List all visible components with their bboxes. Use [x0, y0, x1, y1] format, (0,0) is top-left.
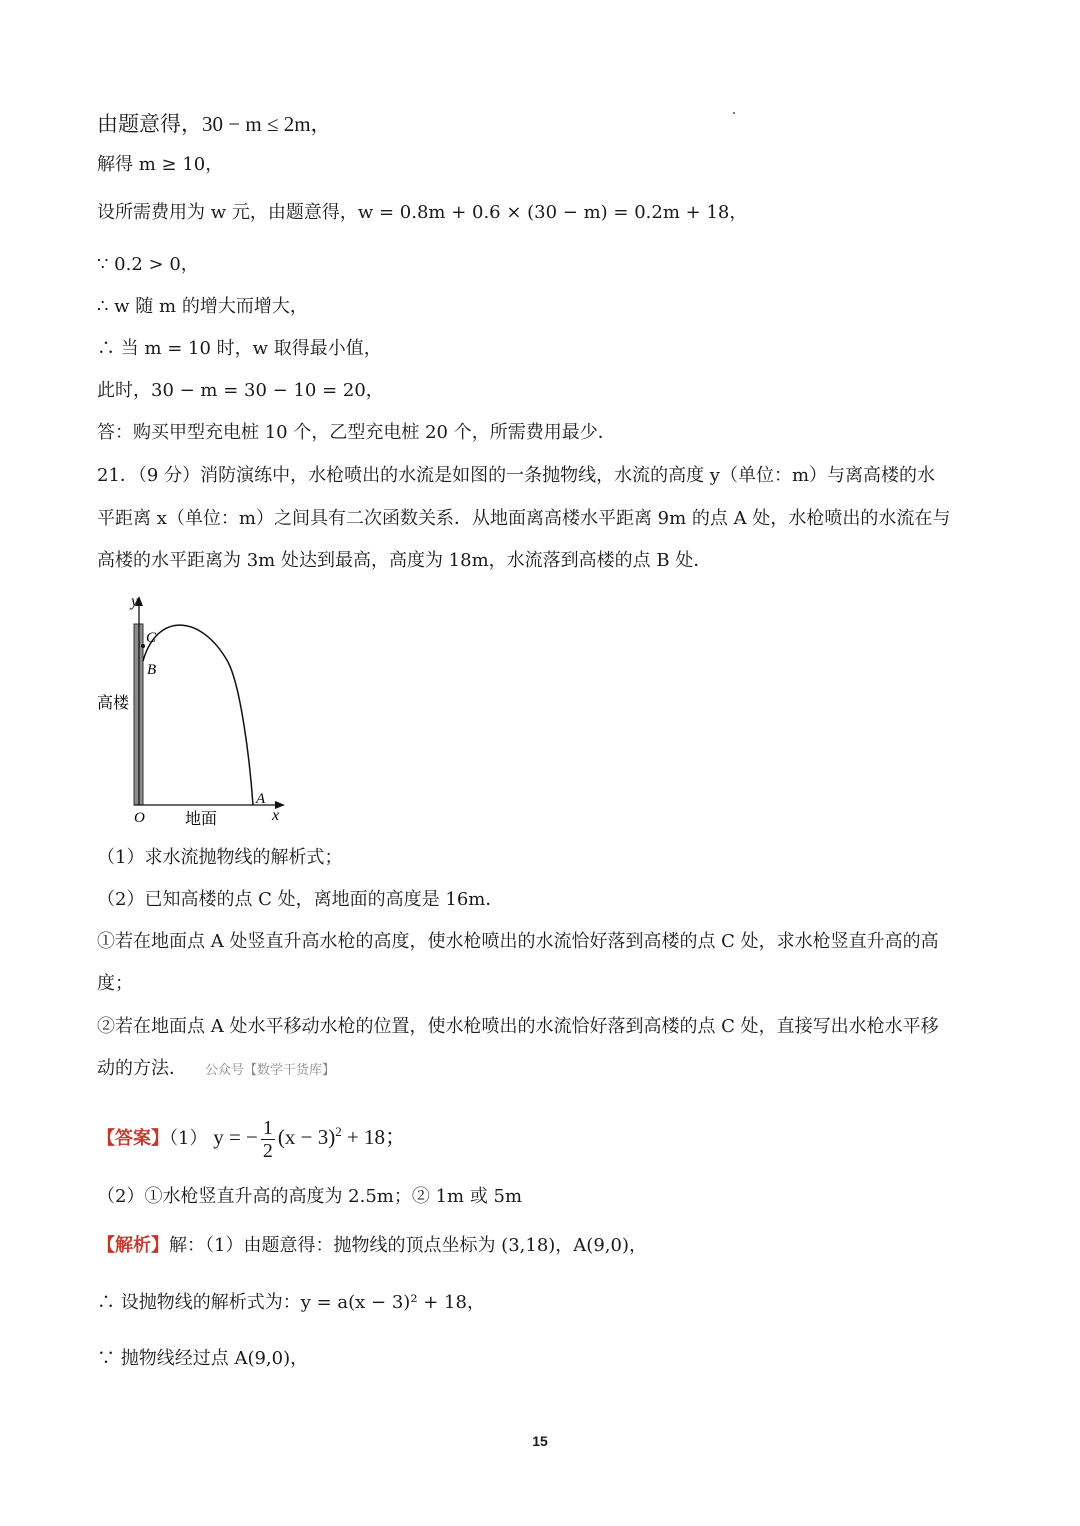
- sub-question-2a-line: ①若在地面点 A 处竖直升高水枪的高度，使水枪喷出的水流恰好落到高楼的点 C 处，求水枪竖直升高的高: [97, 931, 939, 952]
- question-21-line: 高楼的水平距离为 3m 处达到最高，高度为 18m，水流落到高楼的点 B 处．: [97, 550, 712, 571]
- y-axis-label: y: [131, 593, 139, 610]
- point-c-label: C: [146, 630, 157, 646]
- answer-fraction: [261, 1117, 275, 1162]
- fraction-numerator: 1: [262, 1116, 273, 1139]
- solution-line-1: [97, 1234, 990, 1258]
- text-line: 由题意得，30 − m ≤ 2m，: [97, 112, 332, 136]
- origin-label: O: [134, 810, 145, 826]
- answer-tag: 【答案】: [97, 1128, 169, 1149]
- solution-line-3: ∵ 抛物线经过点 A(9,0)，: [97, 1348, 309, 1369]
- page-number: 15: [532, 1433, 548, 1449]
- sub-question-1: （1）求水流抛物线的解析式；: [97, 847, 343, 868]
- sub-question-2b-line: [97, 1057, 990, 1083]
- point-c-dot: [141, 644, 145, 648]
- point-a-label: A: [256, 791, 266, 807]
- sub-question-2: （2）已知高楼的点 C 处，离地面的高度是 16m．: [97, 889, 504, 910]
- text-line: ∴ w 随 m 的增大而增大，: [97, 296, 308, 317]
- solution-tag: 【解析】: [97, 1235, 169, 1256]
- answer-rhs-base: (x − 3): [277, 1125, 336, 1149]
- text-line: 答：购买甲型充电桩 10 个，乙型充电桩 20 个，所需费用最少．: [97, 422, 616, 443]
- answer-part-label: （1）: [169, 1128, 208, 1149]
- solution-text: 解：（1）由题意得：抛物线的顶点坐标为 (3,18)，A(9,0)，: [169, 1235, 647, 1256]
- text-line: 解得 m ≥ 10，: [97, 154, 224, 175]
- fraction-denominator: 2: [262, 1139, 273, 1162]
- answer-rhs-exponent: 2: [335, 1124, 342, 1139]
- x-axis-label: x: [272, 807, 280, 824]
- sub-question-2b-tail: 动的方法．: [97, 1058, 187, 1079]
- sub-question-2b-line: ②若在地面点 A 处水平移动水枪的位置，使水枪喷出的水流恰好落到高楼的点 C 处，直接写出水枪水平移: [97, 1016, 939, 1037]
- answer-line-1: [97, 1108, 990, 1160]
- text-line: ∵ 0.2 > 0，: [97, 254, 199, 275]
- answer-line-2: （2）①水枪竖直升高的高度为 2.5m；② 1m 或 5m: [97, 1186, 523, 1207]
- question-21-line: 21．（9 分）消防演练中，水枪喷出的水流是如图的一条抛物线，水流的高度 y（单位：m）与离高楼的水: [97, 465, 936, 486]
- answer-rhs: [278, 1125, 406, 1149]
- answer-lhs: y = −: [213, 1125, 258, 1149]
- solution-line-2: ∴ 设抛物线的解析式为：y = a(x − 3)² + 18，: [97, 1292, 485, 1313]
- parabola-figure: [95, 592, 295, 832]
- answer-rhs-tail: + 18；: [341, 1125, 407, 1149]
- point-b-label: B: [147, 662, 157, 678]
- ground-label: 地面: [185, 809, 218, 828]
- question-21-line: 平距离 x（单位：m）之间具有二次函数关系．从地面离高楼水平距离 9m 的点 A 处，水枪喷出的水流在与: [97, 508, 951, 529]
- water-parabola: [143, 625, 253, 805]
- watermark: 公众号【数学干货库】: [205, 1063, 336, 1078]
- building-label: 高楼: [97, 693, 130, 712]
- text-line: ∴ 当 m = 10 时，w 取得最小值，: [97, 338, 382, 359]
- text-line: 此时，30 − m = 30 − 10 = 20，: [97, 380, 384, 401]
- sub-question-2a-line: 度；: [97, 973, 133, 994]
- text-line: 设所需费用为 w 元，由题意得，w = 0.8m + 0.6 × (30 − m) = 0.2m + 18，: [97, 202, 748, 223]
